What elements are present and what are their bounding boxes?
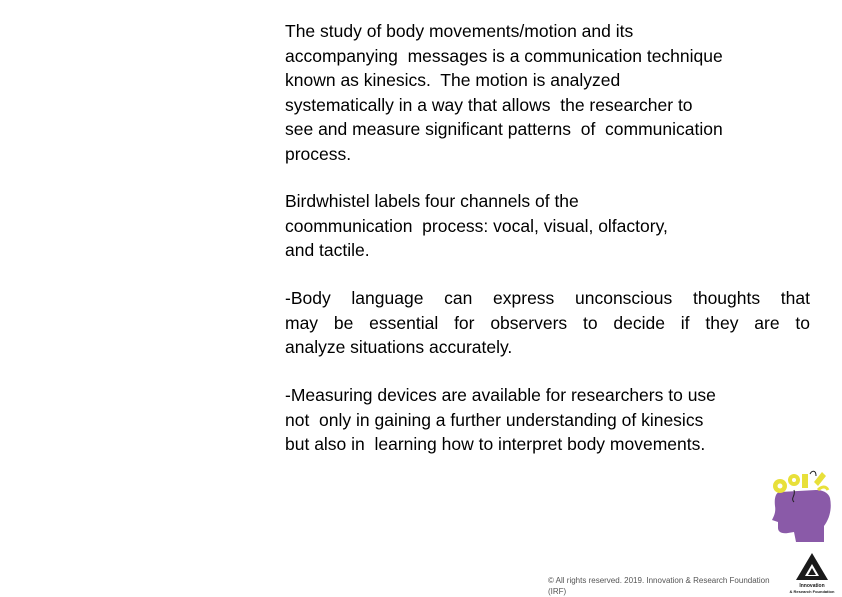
gear-shape: [778, 484, 783, 489]
text-line: Birdwhistel labels four channels of the: [285, 191, 579, 211]
logo-text-line2: & Research Foundation: [789, 589, 835, 594]
paragraph-birdwhistel-channels: [285, 189, 745, 263]
copyright-line: (IRF): [548, 587, 567, 596]
text-line: not only in gaining a further understanding of kinesics: [285, 409, 704, 430]
copyright-line: © All rights reserved. 2019. Innovation & Research Foundation: [548, 576, 770, 585]
text-line: accompanying messages is a communication technique: [285, 45, 723, 66]
logo-text-line1: Innovation: [799, 583, 825, 589]
text-line: systematically in a way that allows the researcher to: [285, 94, 693, 115]
copyright-notice: [548, 575, 780, 597]
text-line: and tactile.: [285, 240, 370, 260]
text-line: known as kinesics. The motion is analyzed: [285, 70, 621, 90]
text-line: coommunication process: vocal, visual, olfactory,: [285, 215, 668, 236]
text-line: The study of body movements/motion and its: [285, 21, 634, 41]
paragraph-kinesics-definition: [285, 19, 790, 166]
irf-logo-icon: [788, 552, 836, 596]
paragraph-measuring-devices: [285, 383, 790, 457]
gear-shape: [802, 474, 808, 488]
paragraph-body-language: [285, 286, 810, 360]
head-silhouette: [772, 490, 831, 542]
text-line: -Measuring devices are available for researchers to use: [285, 385, 716, 405]
text-line: -Body language can express unconscious thoughts that: [285, 288, 810, 308]
text-line: see and measure significant patterns of communication: [285, 119, 723, 139]
text-line: may be essential for observers to decide if they are to: [285, 312, 810, 333]
gear-shape: [818, 487, 828, 490]
text-line: analyze situations accurately.: [285, 337, 513, 357]
wire-shape: [810, 471, 816, 476]
text-line: but also in learning how to interpret body movements.: [285, 434, 706, 454]
head-gears-illustration-icon: [766, 468, 836, 544]
text-line: process.: [285, 143, 352, 164]
gear-shape: [792, 478, 796, 482]
